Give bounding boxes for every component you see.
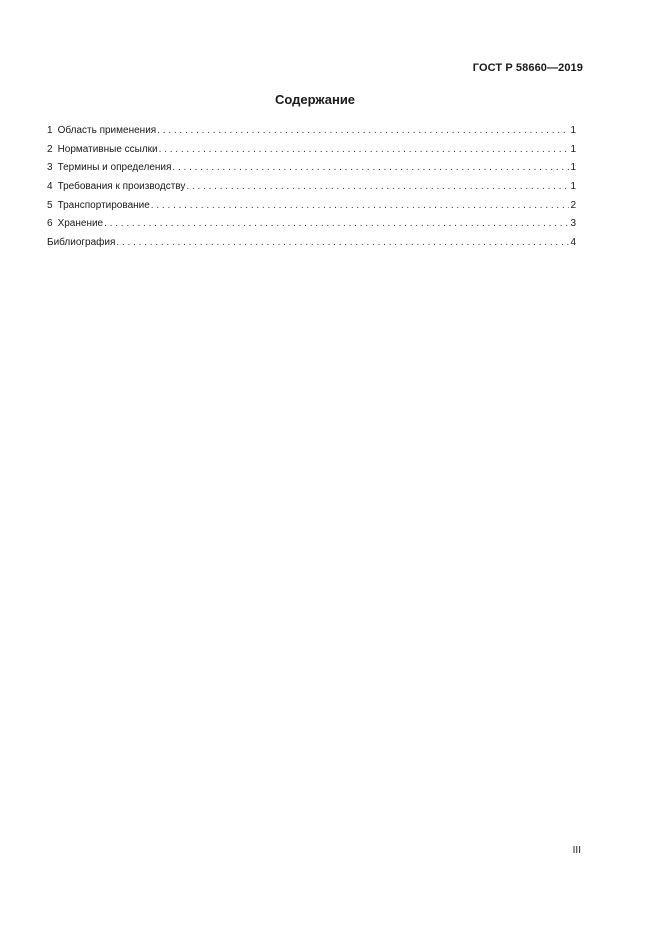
toc-entry-label: Нормативные ссылки xyxy=(57,143,158,155)
toc-entry-label: Область применения xyxy=(57,125,157,136)
document-code: ГОСТ Р 58660—2019 xyxy=(472,62,583,74)
dot-leader xyxy=(159,141,570,160)
toc-entry-label: Хранение xyxy=(57,218,104,230)
dot-leader xyxy=(151,197,570,216)
toc-entry-page: 2 xyxy=(570,199,576,211)
page-number: III xyxy=(572,845,581,856)
toc-entry-transportation[interactable] xyxy=(47,197,576,216)
toc-entry-page: 4 xyxy=(570,237,576,249)
toc-entry-label: Термины и определения xyxy=(57,162,172,174)
toc-entry-number: 5 xyxy=(47,199,53,211)
toc-entry-storage[interactable] xyxy=(47,215,576,234)
toc-entry-bibliography[interactable] xyxy=(47,234,576,253)
toc-entry-number: 3 xyxy=(47,162,53,174)
dot-leader xyxy=(104,215,569,234)
toc-entry-number: 6 xyxy=(47,218,53,230)
dot-leader xyxy=(157,122,569,141)
toc-entry-production-requirements[interactable] xyxy=(47,178,576,197)
toc-title: Содержание xyxy=(274,92,356,107)
toc-entry-label: Транспортирование xyxy=(57,199,150,211)
toc-entry-number: 4 xyxy=(47,181,53,193)
toc-entry-label: Библиография xyxy=(47,237,116,249)
toc-entry-page: 3 xyxy=(570,218,576,230)
toc-entry-page: 1 xyxy=(570,125,576,136)
toc-entry-number: 1 xyxy=(47,125,53,136)
toc-entry-normative-references[interactable] xyxy=(47,141,576,160)
table-of-contents xyxy=(47,122,576,253)
toc-entry-number: 2 xyxy=(47,143,53,155)
toc-entry-terms[interactable] xyxy=(47,159,576,178)
toc-entry-scope[interactable] xyxy=(47,122,576,141)
dot-leader xyxy=(116,234,569,253)
dot-leader xyxy=(172,159,569,178)
toc-entry-page: 1 xyxy=(570,162,576,174)
toc-entry-page: 1 xyxy=(570,143,576,155)
toc-entry-page: 1 xyxy=(570,181,576,193)
dot-leader xyxy=(186,178,569,197)
toc-entry-label: Требования к производству xyxy=(57,181,186,193)
